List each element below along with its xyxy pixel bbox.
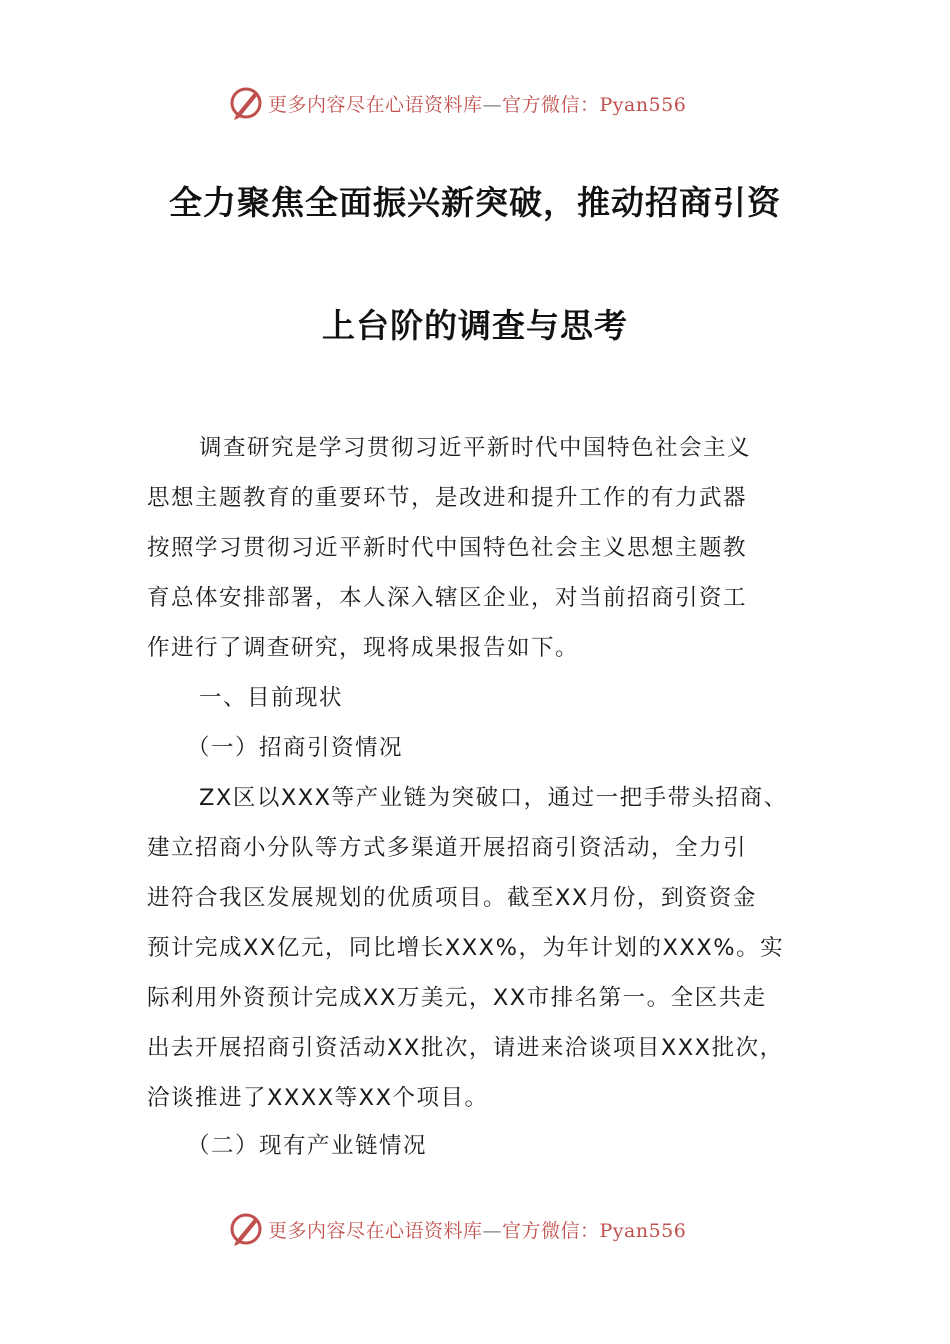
subsection-heading-2: （二）现有产业链情况 (187, 1133, 428, 1159)
paragraph-line: 按照学习贯彻习近平新时代中国特色社会主义思想主题教 (147, 535, 748, 561)
banner-main-text: 更多内容尽在心语资料库 (268, 93, 483, 116)
paragraph-line: 洽谈推进了XXXX等XX个项目。 (147, 1085, 489, 1111)
header-banner (228, 83, 686, 123)
section-heading: 一、目前现状 (199, 685, 344, 711)
paragraph-line: 建立招商小分队等方式多渠道开展招商引资活动，全力引 (147, 835, 748, 861)
paragraph-line: 思想主题教育的重要环节，是改进和提升工作的有力武器 (147, 485, 748, 511)
paragraph-line: 调查研究是学习贯彻习近平新时代中国特色社会主义 (199, 435, 752, 461)
document-title-line-1: 全力聚焦全面振兴新突破，推动招商引资 (169, 183, 781, 222)
banner-dash: — (482, 93, 503, 116)
paragraph-line: 作进行了调查研究，现将成果报告如下。 (147, 635, 580, 661)
footer-banner (228, 1209, 686, 1249)
banner-dash: — (482, 1219, 503, 1242)
document-title-line-2: 上台阶的调查与思考 (322, 306, 628, 345)
banner-text (268, 90, 686, 117)
paragraph-line: 出去开展招商引资活动XX批次，请进来洽谈项目XXX批次， (147, 1035, 784, 1061)
banner-wechat-text: 官方微信：Pyan556 (502, 93, 687, 116)
banner-text (268, 1216, 686, 1243)
pen-logo-icon (228, 85, 264, 121)
subsection-heading-1: （一）招商引资情况 (187, 735, 404, 761)
intro-paragraph (147, 423, 807, 673)
paragraph-line: ZX区以XXX等产业链为突破口，通过一把手带头招商、 (199, 785, 788, 811)
paragraph-line: 育总体安排部署，本人深入辖区企业，对当前招商引资工 (147, 585, 748, 611)
pen-logo-icon (228, 1211, 264, 1247)
banner-main-text: 更多内容尽在心语资料库 (268, 1219, 483, 1242)
paragraph-line: 预计完成XX亿元，同比增长XXX%，为年计划的XXX%。实 (147, 935, 785, 961)
paragraph-line: 际利用外资预计完成XX万美元，XX市排名第一。全区共走 (147, 985, 767, 1011)
paragraph-line: 进符合我区发展规划的优质项目。截至XX月份，到资资金 (147, 885, 757, 911)
banner-wechat-text: 官方微信：Pyan556 (502, 1219, 687, 1242)
investment-paragraph (147, 773, 807, 1123)
